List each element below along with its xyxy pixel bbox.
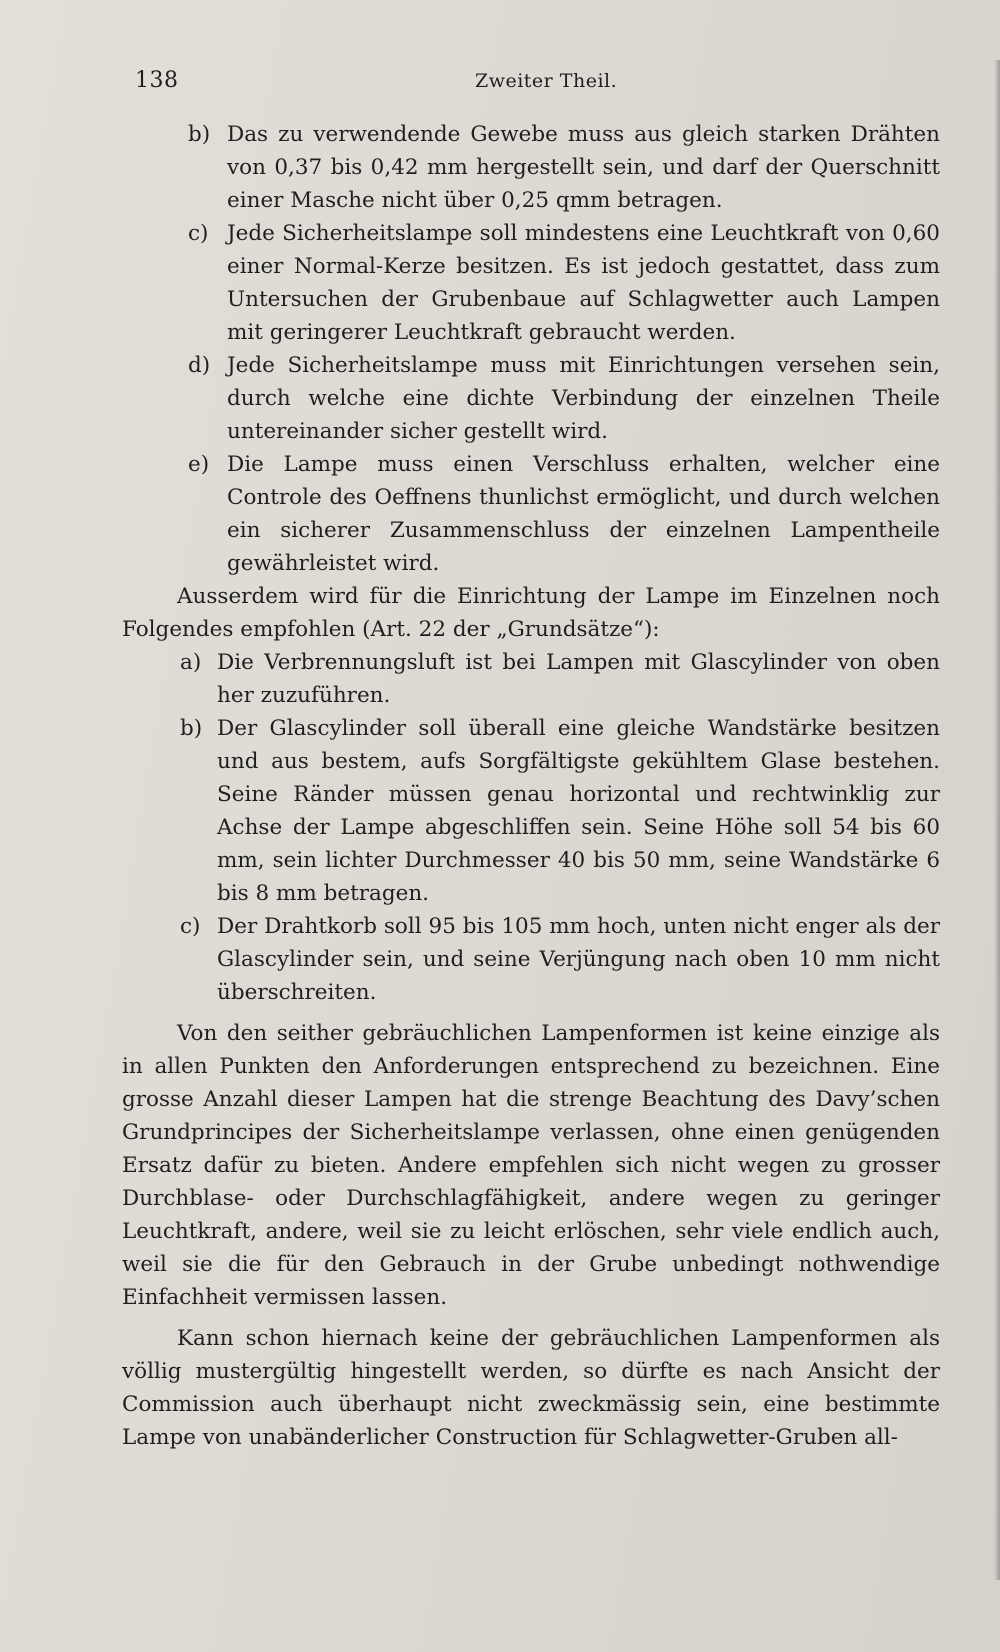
list-item-label: c) <box>180 914 201 939</box>
list-item-text: Das zu verwendende Gewebe muss aus gleich starken Drähten von 0,37 bis 0,42 mm hergestellt sein, und darf der Querschnitt einer Masche nicht über 0,25 qmm betragen. <box>227 122 940 213</box>
page-body <box>122 118 940 1454</box>
page-header <box>135 68 935 98</box>
page-edge-shadow <box>994 60 1000 1580</box>
list-item-text: Der Drahtkorb soll 95 bis 105 mm hoch, unten nicht enger als der Glascylinder sein, und seine Verjüngung nach oben 10 mm nicht überschreiten. <box>217 914 940 1005</box>
body-paragraph: Kann schon hiernach keine der gebräuchlichen Lampenformen als völlig mustergültig hingestellt werden, so dürfte es nach Ansicht der Commission auch überhaupt nicht zweckmässig sein, eine bestimmte Lampe von unabänderlicher Construction für Schlagwetter-Gruben all- <box>122 1326 940 1450</box>
list-item <box>122 712 940 910</box>
list-item-text: Die Lampe muss einen Verschluss erhalten, welcher eine Controle des Oeffnens thunlichst ermöglicht, und durch welchen ein sicherer Zusammenschluss der einzelnen Lampentheile gewährleistet wird. <box>227 452 940 576</box>
list-item-text: Der Glascylinder soll überall eine gleiche Wandstärke besitzen und aus bestem, aufs Sorgfältigste gekühltem Glase bestehen. Seine Ränder müssen genau horizontal und rechtwinklig zur Achse der Lampe abgeschliffen sein. Seine Höhe soll 54 bis 60 mm, sein lichter Durchmesser 40 bis 50 mm, seine Wandstärke 6 bis 8 mm betragen. <box>217 716 940 906</box>
list-item-text: Jede Sicherheitslampe soll mindestens eine Leuchtkraft von 0,60 einer Normal-Kerze besitzen. Es ist jedoch gestattet, dass zum Untersuchen der Grubenbaue auf Schlagwetter auch Lampen mit geringerer Leuchtkraft gebraucht werden. <box>227 221 940 345</box>
list-item-text: Jede Sicherheitslampe muss mit Einrichtungen versehen sein, durch welche eine dichte Verbindung der einzelnen Theile untereinander sicher gestellt wird. <box>227 353 940 444</box>
page-number: 138 <box>135 68 179 93</box>
list-item-label: b) <box>180 716 203 741</box>
list-item <box>122 349 940 448</box>
list-item <box>122 217 940 349</box>
list-item-label: c) <box>188 221 209 246</box>
list-item-label: e) <box>188 452 210 477</box>
recommendations-list <box>122 646 940 1009</box>
list-item-text: Die Verbrennungsluft ist bei Lampen mit Glascylinder von oben her zuzuführen. <box>217 650 940 708</box>
list-item-label: d) <box>188 353 211 378</box>
running-head: Zweiter Theil. <box>475 70 618 92</box>
list-item-label: b) <box>188 122 211 147</box>
list-item <box>122 646 940 712</box>
list-item <box>122 118 940 217</box>
list-item-label: a) <box>180 650 202 675</box>
list-item <box>122 910 940 1009</box>
list-item <box>122 448 940 580</box>
intro-paragraph: Ausserdem wird für die Einrichtung der Lampe im Einzelnen noch Folgendes empfohlen (Art. 22 der „Grundsätze“): <box>122 584 940 642</box>
body-paragraph: Von den seither gebräuchlichen Lampenformen ist keine einzige als in allen Punkten den Anforderungen entsprechend zu bezeichnen. Eine grosse Anzahl dieser Lampen hat die strenge Beachtung des Davy’schen Grundprincipes der Sicherheitslampe verlassen, ohne einen genügenden Ersatz dafür zu bieten. Andere empfehlen sich nicht wegen zu grosser Durchblase- oder Durchschlagfähigkeit, andere wegen zu geringer Leuchtkraft, andere, weil sie zu leicht erlöschen, sehr viele endlich auch, weil sie die für den Gebrauch in der Grube unbedingt nothwendige Einfachheit vermissen lassen. <box>122 1021 940 1310</box>
requirements-list <box>122 118 940 580</box>
